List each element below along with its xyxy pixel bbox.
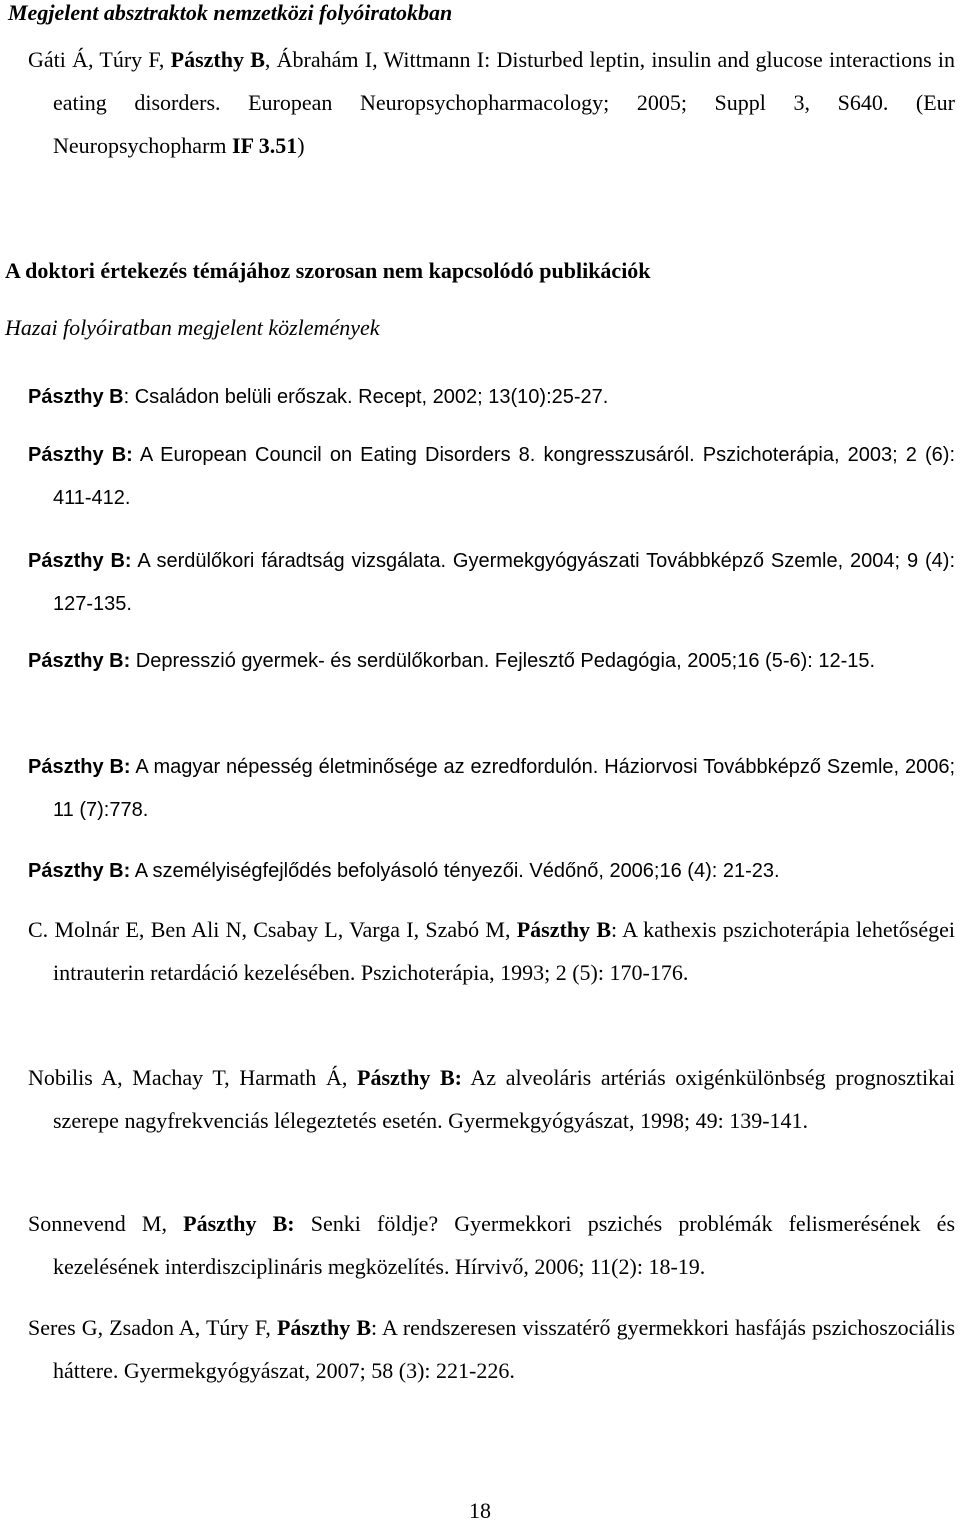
publication-entry: [28, 1306, 956, 1392]
entry-highlight-author: Pászthy B: [516, 917, 612, 942]
entry-highlight-author: Pászthy B:: [28, 860, 131, 882]
entry-citation: A European Council on Eating Disorders 8. kongresszusáról. Pszichoterápia, 2003; 2 (6): 411-412.: [53, 444, 955, 509]
entry-highlight-author: Pászthy B:: [28, 650, 131, 672]
entry-citation: : A kathexis pszichoterápia lehetőségei intrauterin retardáció kezelésében. Pszichoterápia, 1993; 2 (5): 170-176.: [53, 917, 955, 985]
entry-citation: : Családon belüli erőszak. Recept, 2002; 13(10):25-27.: [123, 386, 609, 408]
entry-authors: C. Molnár E, Ben Ali N, Csabay L, Varga I, Szabó M,: [28, 917, 517, 942]
entry-highlight-author: Pászthy B:: [28, 756, 131, 778]
entry-citation: A serdülőkori fáradtság vizsgálata. Gyermekgyógyászati Továbbképző Szemle, 2004; 9 (4): 127-135.: [53, 550, 956, 615]
publication-entry: [28, 376, 955, 419]
publication-entry: [28, 850, 955, 893]
entry-authors: Nobilis A, Machay T, Harmath Á,: [28, 1065, 357, 1090]
entry-authors: Gáti Á, Túry F,: [28, 47, 171, 72]
entry-citation: A személyiségfejlődés befolyásoló tényezői. Védőnő, 2006;16 (4): 21-23.: [130, 860, 780, 882]
entry-highlight-author: Pászthy B: [28, 386, 124, 408]
entry-citation: Az alveoláris artériás oxigénkülönbség prognosztikai szerepe nagyfrekvenciás lélegeztetés esetén. Gyermekgyógyászat, 1998; 49: 139-141.: [53, 1065, 955, 1133]
publication-entry: [28, 434, 955, 520]
entry-citation: , Ábrahám I, Wittmann I: Disturbed leptin, insulin and glucose interactions in eating disorders. European Neuropsychopharmacology; 2005; Suppl 3, S640. (Eur Neuropsychopharm: [53, 47, 956, 158]
entry-highlight-author: Pászthy B: [276, 1315, 372, 1340]
publication-entry: [28, 746, 956, 832]
entry-authors: Sonnevend M,: [28, 1211, 184, 1236]
entry-citation: Senki földje? Gyermekkori pszichés problémák felismerésének és kezelésének interdiszciplináris megközelítés. Hírvivő, 2006; 11(2): 18-19.: [53, 1211, 956, 1279]
abstract-entry: [28, 38, 956, 167]
entry-citation: : A rendszeresen visszatérő gyermekkori hasfájás pszichoszociális háttere. Gyermekgyógyászat, 2007; 58 (3): 221-226.: [53, 1315, 956, 1383]
section-title: A doktori értekezés témájához szorosan nem kapcsolódó publikációk: [5, 258, 651, 283]
entry-tail: ): [297, 133, 305, 158]
publication-entry: [28, 640, 955, 683]
entry-highlight-author: Pászthy B:: [183, 1211, 295, 1236]
entry-authors: Seres G, Zsadon A, Túry F,: [28, 1315, 277, 1340]
entry-highlight-author: Pászthy B:: [28, 444, 133, 466]
entry-citation: A magyar népesség életminősége az ezredfordulón. Háziorvosi Továbbképző Szemle, 2006; 11 (7):778.: [53, 756, 956, 821]
page-number: 18: [469, 1498, 491, 1523]
subsection-title: Hazai folyóiratban megjelent közlemények: [5, 315, 380, 340]
section-heading-international-abstracts: Megjelent absztraktok nemzetközi folyóiratokban: [8, 0, 453, 25]
publication-entry: [28, 1202, 956, 1288]
impact-factor: IF 3.51: [232, 133, 298, 158]
entry-highlight-author: Pászthy B: [170, 47, 265, 72]
publication-entry: [28, 540, 956, 626]
entry-citation: Depresszió gyermek- és serdülőkorban. Fejlesztő Pedagógia, 2005;16 (5-6): 12-15.: [130, 650, 876, 672]
entry-highlight-author: Pászthy B:: [28, 550, 132, 572]
publication-entry: [28, 1056, 955, 1142]
entry-highlight-author: Pászthy B:: [357, 1065, 462, 1090]
publication-entry: [28, 908, 955, 994]
